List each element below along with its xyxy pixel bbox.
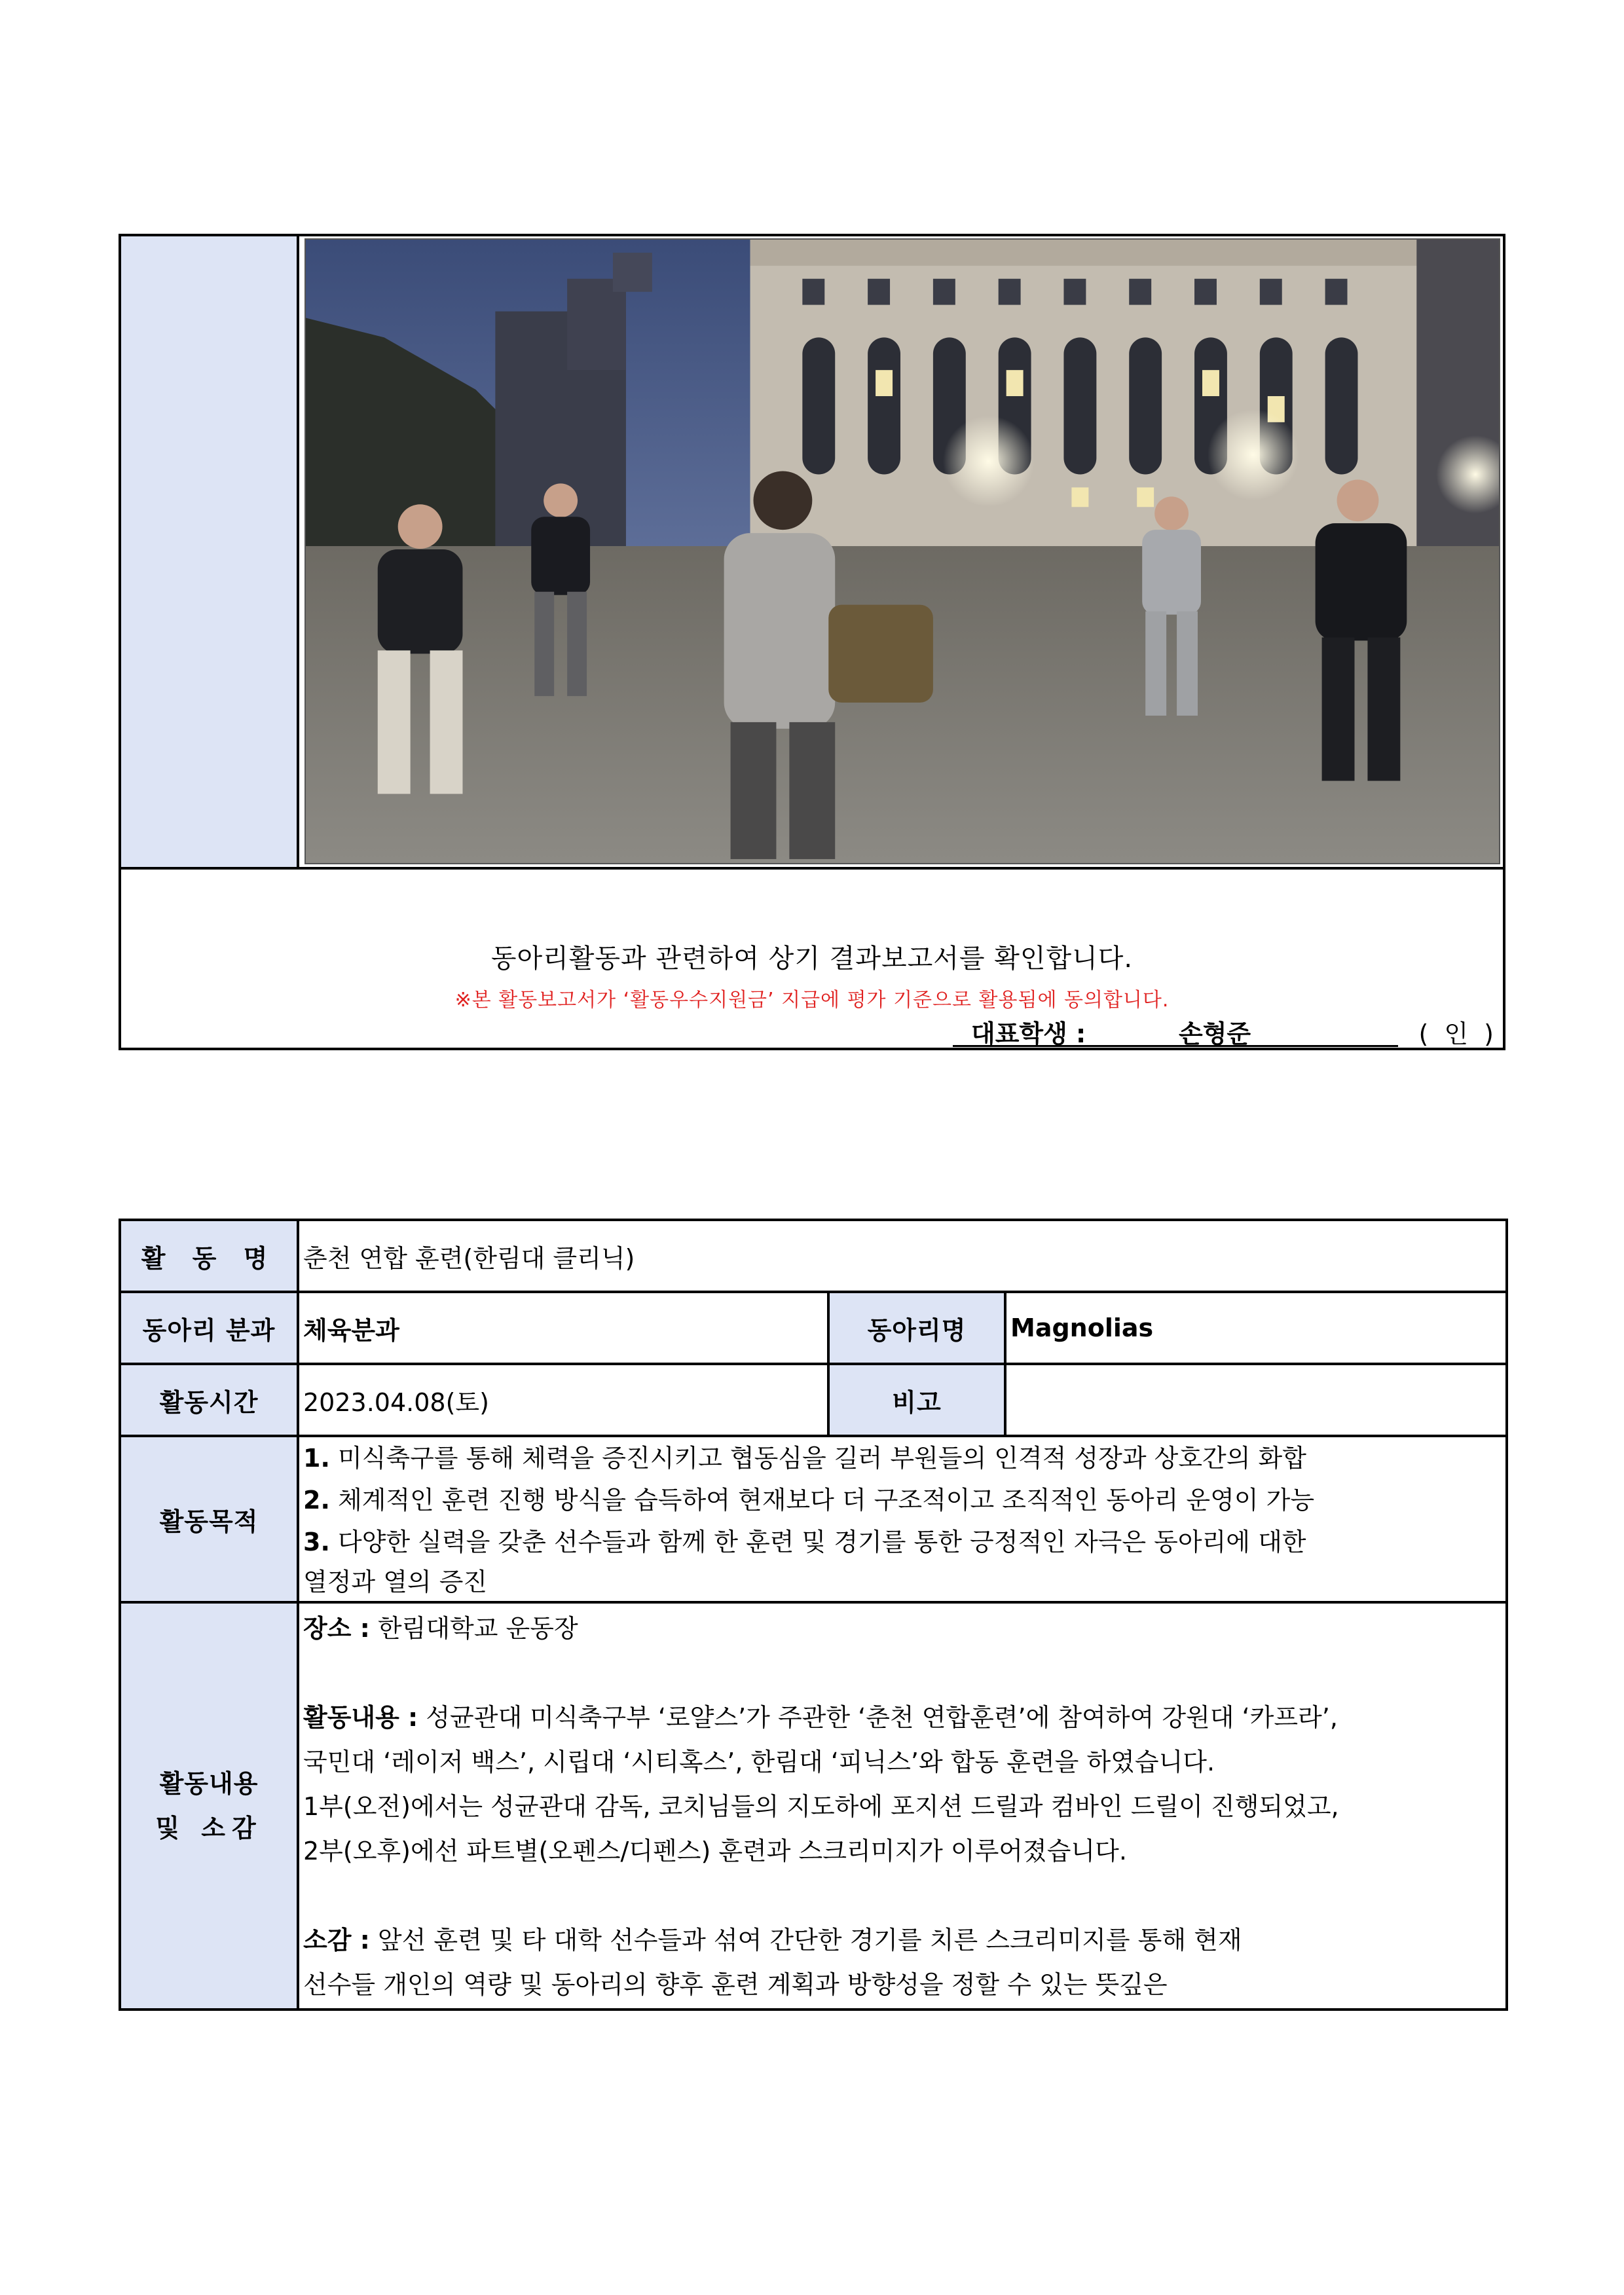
- activity-name-label: 활 동 명: [120, 1220, 298, 1292]
- content-line: 활동내용 : 성균관대 미식축구부 ‘로얄스’가 주관한 ‘춘천 연합훈련’에 참여하여 강원대 ‘카프라’,: [303, 1703, 1338, 1732]
- club-name-label: 동아리명: [828, 1292, 1005, 1364]
- place-line: 장소 : 한림대학교 운동장: [303, 1614, 578, 1643]
- confirmation-area: [121, 867, 1503, 1048]
- content-line: 1부(오전)에서는 성균관대 감독, 코치님들의 지도하에 포지션 드릴과 컴바인 드릴이 진행되었고,: [303, 1792, 1339, 1821]
- signature-row: [953, 1014, 1503, 1046]
- content-label-line1: 활동내용: [159, 1769, 259, 1798]
- photo-illustration: [306, 240, 1499, 863]
- representative-label: 대표학생 :: [971, 1019, 1086, 1048]
- content-line: 국민대 ‘레이저 백스’, 시립대 ‘시티혹스’, 한림대 ‘피닉스’와 합동 훈련을 하였습니다.: [303, 1748, 1215, 1776]
- purpose-line: 3. 다양한 실력을 갖춘 선수들과 함께 한 훈련 및 경기를 통한 긍정적인 자극은 동아리에 대한: [303, 1528, 1306, 1556]
- content-line: 2부(오후)에선 파트별(오펜스/디펜스) 훈련과 스크리미지가 이루어졌습니다.: [303, 1837, 1127, 1865]
- purpose-line: 1. 미식축구를 통해 체력을 증진시키고 협동심을 길러 부원들의 인격적 성장과 상호간의 화합: [303, 1444, 1306, 1473]
- purpose-value: [298, 1436, 1507, 1602]
- row-division: [120, 1292, 1507, 1364]
- time-label: 활동시간: [120, 1364, 298, 1436]
- content-value: [298, 1602, 1507, 2010]
- division-value: 체육분과: [298, 1292, 828, 1364]
- representative-name: 손형준: [1179, 1019, 1251, 1048]
- purpose-line: 열정과 열의 증진: [303, 1568, 488, 1596]
- photo-label-cell: [121, 236, 299, 867]
- purpose-label: 활동목적: [120, 1436, 298, 1602]
- impression-line: 소감 : 앞선 훈련 및 타 대학 선수들과 섞여 간단한 경기를 치른 스크리미지를 통해 현재: [303, 1926, 1242, 1955]
- activity-name-value: 춘천 연합 훈련(한림대 클리닉): [298, 1220, 1507, 1292]
- division-label: 동아리 분과: [120, 1292, 298, 1364]
- club-name-value: Magnolias: [1005, 1292, 1507, 1364]
- signature-line: [953, 1014, 1398, 1047]
- time-value: 2023.04.08(토): [298, 1364, 828, 1436]
- seal-mark: ( 인 ): [1418, 1019, 1498, 1048]
- remarks-value: [1005, 1364, 1507, 1436]
- purpose-line: 2. 체계적인 훈련 진행 방식을 습득하여 현재보다 더 구조적이고 조직적인 동아리 운영이 가능: [303, 1486, 1315, 1515]
- blank-line: [303, 1651, 1502, 1695]
- row-purpose: [120, 1436, 1507, 1602]
- blank-line: [303, 1873, 1502, 1918]
- activity-info-table: [119, 1219, 1508, 2011]
- impression-line: 선수들 개인의 역량 및 동아리의 향후 훈련 계획과 방향성을 정할 수 있는 뜻깊은: [303, 1970, 1168, 1999]
- row-content: [120, 1602, 1507, 2010]
- confirmation-text: 동아리활동과 관련하여 상기 결과보고서를 확인합니다.: [490, 944, 1134, 974]
- team-training-photo: [304, 238, 1500, 864]
- content-label-line2: 및 소감: [155, 1814, 263, 1843]
- consent-note: ※본 활동보고서가 ‘활동우수지원금’ 지급에 평가 기준으로 활용됨에 동의합니다.: [454, 989, 1170, 1012]
- row-activity-name: [120, 1220, 1507, 1292]
- content-label: [120, 1602, 298, 2010]
- photo-section: [119, 234, 1505, 1050]
- row-time: [120, 1364, 1507, 1436]
- remarks-label: 비고: [828, 1364, 1005, 1436]
